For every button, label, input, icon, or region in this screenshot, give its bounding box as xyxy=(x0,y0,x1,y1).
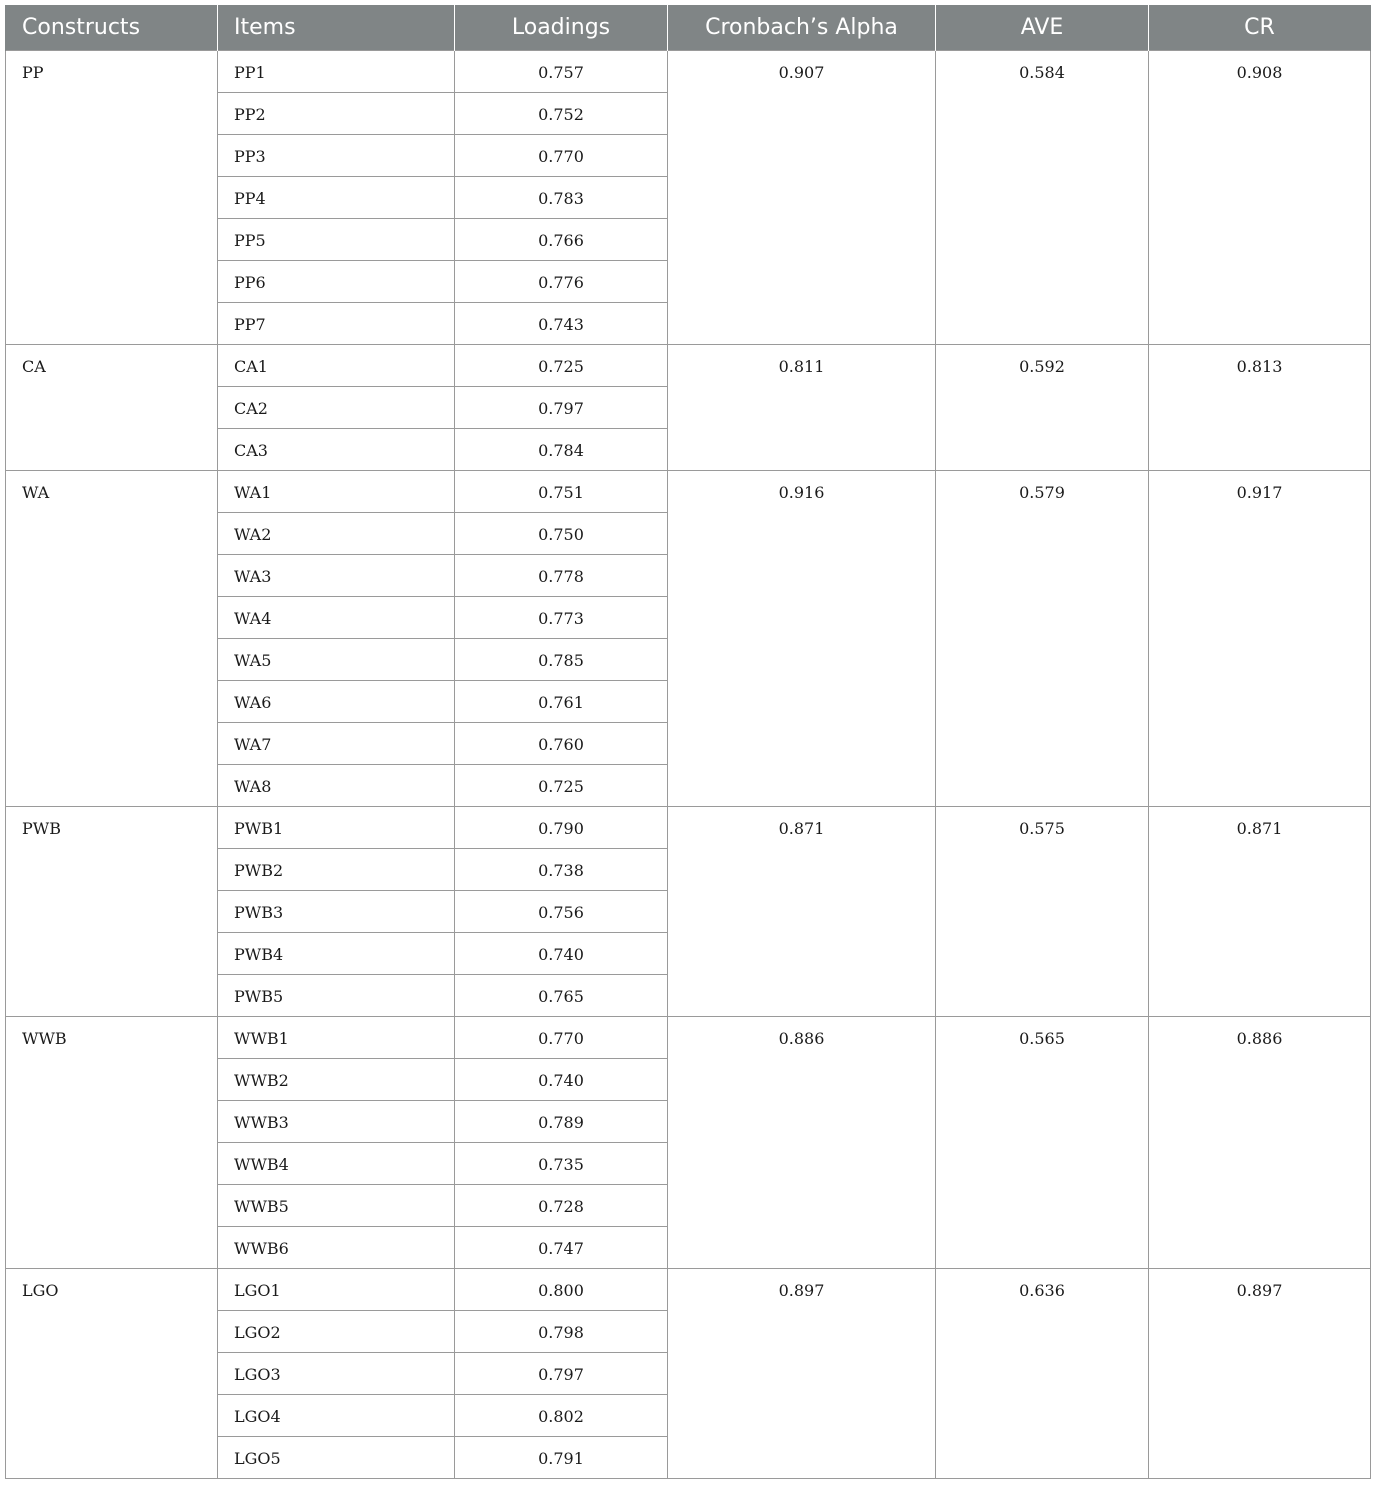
item-cell-text: PWB4 xyxy=(234,945,284,964)
construct-cell xyxy=(6,51,218,345)
table-row xyxy=(6,1017,1371,1059)
construct-cell xyxy=(6,1017,218,1269)
loading-cell-text: 0.802 xyxy=(538,1407,584,1426)
header-ave: AVE xyxy=(936,5,1149,51)
item-cell xyxy=(218,975,455,1017)
header-row xyxy=(6,5,1371,51)
loading-cell-text: 0.728 xyxy=(538,1197,584,1216)
construct-cell xyxy=(6,345,218,471)
item-cell xyxy=(218,1059,455,1101)
item-cell-text: CA1 xyxy=(234,357,268,376)
item-cell xyxy=(218,1017,455,1059)
cr-cell xyxy=(1149,1017,1371,1269)
item-cell xyxy=(218,1311,455,1353)
ave-cell-text: 0.636 xyxy=(1019,1281,1065,1300)
item-cell xyxy=(218,1143,455,1185)
item-cell-text: WA6 xyxy=(234,693,272,712)
loading-cell xyxy=(455,303,668,345)
loading-cell xyxy=(455,135,668,177)
item-cell xyxy=(218,219,455,261)
loading-cell xyxy=(455,1101,668,1143)
item-cell xyxy=(218,639,455,681)
cr-cell-text: 0.917 xyxy=(1236,483,1283,502)
item-cell xyxy=(218,345,455,387)
loading-cell xyxy=(455,765,668,807)
loading-cell-text: 0.738 xyxy=(538,861,584,880)
loading-cell-text: 0.783 xyxy=(538,189,584,208)
item-cell xyxy=(218,1437,455,1479)
loading-cell-text: 0.761 xyxy=(538,693,584,712)
item-cell-text: LGO3 xyxy=(234,1365,281,1384)
construct-cell-text: LGO xyxy=(22,1281,59,1300)
loading-cell xyxy=(455,1311,668,1353)
loading-cell-text: 0.776 xyxy=(538,273,584,292)
loading-cell-text: 0.770 xyxy=(538,1029,584,1048)
ave-cell-text: 0.584 xyxy=(1019,63,1065,82)
item-cell-text: WA5 xyxy=(234,651,272,670)
alpha-cell-text: 0.897 xyxy=(778,1281,825,1300)
alpha-cell-text: 0.871 xyxy=(778,819,825,838)
item-cell-text: PP5 xyxy=(234,231,266,250)
loading-cell-text: 0.770 xyxy=(538,147,584,166)
item-cell-text: PWB3 xyxy=(234,903,284,922)
item-cell-text: WWB1 xyxy=(234,1029,289,1048)
loading-cell xyxy=(455,513,668,555)
alpha-cell xyxy=(668,807,936,1017)
loading-cell xyxy=(455,1185,668,1227)
loading-cell-text: 0.797 xyxy=(538,1365,584,1384)
table-row xyxy=(6,51,1371,93)
item-cell xyxy=(218,807,455,849)
loading-cell-text: 0.750 xyxy=(538,525,584,544)
alpha-cell xyxy=(668,345,936,471)
item-cell xyxy=(218,1353,455,1395)
item-cell-text: LGO1 xyxy=(234,1281,281,1300)
loading-cell xyxy=(455,345,668,387)
header-loadings: Loadings xyxy=(455,5,668,51)
loading-cell-text: 0.747 xyxy=(538,1239,584,1258)
loading-cell-text: 0.751 xyxy=(538,483,584,502)
item-cell xyxy=(218,135,455,177)
loading-cell xyxy=(455,723,668,765)
loading-cell-text: 0.757 xyxy=(538,63,584,82)
alpha-cell xyxy=(668,471,936,807)
loading-cell xyxy=(455,891,668,933)
item-cell-text: PP7 xyxy=(234,315,266,334)
item-cell-text: WWB5 xyxy=(234,1197,289,1216)
ave-cell xyxy=(936,471,1149,807)
item-cell xyxy=(218,387,455,429)
loading-cell-text: 0.800 xyxy=(538,1281,584,1300)
cr-cell-text: 0.813 xyxy=(1236,357,1283,376)
item-cell xyxy=(218,471,455,513)
alpha-cell-text: 0.886 xyxy=(778,1029,825,1048)
loading-cell xyxy=(455,51,668,93)
loading-cell-text: 0.791 xyxy=(538,1449,584,1468)
loading-cell xyxy=(455,1017,668,1059)
construct-cell xyxy=(6,1269,218,1479)
item-cell xyxy=(218,765,455,807)
loading-cell xyxy=(455,597,668,639)
item-cell xyxy=(218,51,455,93)
item-cell-text: WA1 xyxy=(234,483,272,502)
table-row xyxy=(6,807,1371,849)
loading-cell xyxy=(455,1437,668,1479)
loading-cell-text: 0.740 xyxy=(538,945,584,964)
loading-cell xyxy=(455,1353,668,1395)
header-constructs: Constructs xyxy=(6,5,218,51)
loading-cell-text: 0.740 xyxy=(538,1071,584,1090)
item-cell-text: PP1 xyxy=(234,63,266,82)
item-cell-text: CA3 xyxy=(234,441,268,460)
item-cell-text: LGO2 xyxy=(234,1323,281,1342)
loading-cell xyxy=(455,1395,668,1437)
loading-cell xyxy=(455,1269,668,1311)
construct-cell xyxy=(6,807,218,1017)
item-cell xyxy=(218,1101,455,1143)
alpha-cell-text: 0.811 xyxy=(778,357,825,376)
header-items: Items xyxy=(218,5,455,51)
table-row xyxy=(6,471,1371,513)
cr-cell xyxy=(1149,471,1371,807)
item-cell xyxy=(218,1227,455,1269)
item-cell-text: WA3 xyxy=(234,567,272,586)
loading-cell-text: 0.784 xyxy=(538,441,584,460)
loading-cell xyxy=(455,177,668,219)
loading-cell-text: 0.760 xyxy=(538,735,584,754)
item-cell xyxy=(218,177,455,219)
item-cell-text: WWB6 xyxy=(234,1239,289,1258)
loading-cell xyxy=(455,261,668,303)
loading-cell-text: 0.790 xyxy=(538,819,584,838)
table-header xyxy=(6,5,1371,51)
loading-cell-text: 0.735 xyxy=(538,1155,584,1174)
item-cell xyxy=(218,429,455,471)
construct-cell-text: PP xyxy=(22,63,44,82)
item-cell-text: WA8 xyxy=(234,777,272,796)
item-cell-text: PP2 xyxy=(234,105,266,124)
loading-cell xyxy=(455,387,668,429)
ave-cell xyxy=(936,1269,1149,1479)
loading-cell xyxy=(455,555,668,597)
loading-cell-text: 0.756 xyxy=(538,903,584,922)
item-cell xyxy=(218,891,455,933)
item-cell xyxy=(218,1269,455,1311)
loading-cell xyxy=(455,975,668,1017)
item-cell xyxy=(218,849,455,891)
item-cell-text: LGO5 xyxy=(234,1449,281,1468)
item-cell-text: WWB3 xyxy=(234,1113,289,1132)
loading-cell-text: 0.789 xyxy=(538,1113,584,1132)
ave-cell xyxy=(936,1017,1149,1269)
item-cell-text: WA2 xyxy=(234,525,272,544)
ave-cell xyxy=(936,807,1149,1017)
table-row xyxy=(6,1269,1371,1311)
item-cell-text: WWB4 xyxy=(234,1155,289,1174)
cr-cell-text: 0.897 xyxy=(1236,1281,1283,1300)
item-cell-text: PWB1 xyxy=(234,819,284,838)
item-cell xyxy=(218,597,455,639)
loading-cell-text: 0.798 xyxy=(538,1323,584,1342)
ave-cell-text: 0.592 xyxy=(1019,357,1065,376)
alpha-cell-text: 0.907 xyxy=(778,63,825,82)
loading-cell xyxy=(455,681,668,723)
loading-cell-text: 0.797 xyxy=(538,399,584,418)
item-cell-text: PWB5 xyxy=(234,987,284,1006)
cr-cell-text: 0.908 xyxy=(1236,63,1283,82)
construct-cell xyxy=(6,471,218,807)
construct-cell-text: WA xyxy=(22,483,50,502)
loading-cell-text: 0.778 xyxy=(538,567,584,586)
table-body xyxy=(6,51,1371,1479)
item-cell xyxy=(218,555,455,597)
item-cell xyxy=(218,681,455,723)
construct-cell-text: PWB xyxy=(22,819,61,838)
item-cell xyxy=(218,723,455,765)
alpha-cell-text: 0.916 xyxy=(778,483,825,502)
item-cell-text: WWB2 xyxy=(234,1071,289,1090)
table-container xyxy=(5,5,1370,1479)
ave-cell-text: 0.579 xyxy=(1019,483,1065,502)
ave-cell-text: 0.565 xyxy=(1019,1029,1065,1048)
item-cell xyxy=(218,261,455,303)
loading-cell-text: 0.773 xyxy=(538,609,584,628)
cr-cell-text: 0.871 xyxy=(1236,819,1283,838)
loading-cell-text: 0.752 xyxy=(538,105,584,124)
loading-cell-text: 0.765 xyxy=(538,987,584,1006)
item-cell-text: PWB2 xyxy=(234,861,284,880)
loading-cell xyxy=(455,849,668,891)
item-cell xyxy=(218,1395,455,1437)
item-cell xyxy=(218,1185,455,1227)
cr-cell-text: 0.886 xyxy=(1236,1029,1283,1048)
alpha-cell xyxy=(668,1017,936,1269)
item-cell-text: WA7 xyxy=(234,735,272,754)
header-cr: CR xyxy=(1149,5,1371,51)
construct-cell-text: WWB xyxy=(22,1029,67,1048)
reliability-table xyxy=(5,5,1371,1479)
loading-cell xyxy=(455,1227,668,1269)
item-cell-text: LGO4 xyxy=(234,1407,281,1426)
cr-cell xyxy=(1149,807,1371,1017)
item-cell-text: PP4 xyxy=(234,189,266,208)
loading-cell-text: 0.725 xyxy=(538,357,584,376)
loading-cell xyxy=(455,93,668,135)
loading-cell-text: 0.766 xyxy=(538,231,584,250)
loading-cell-text: 0.785 xyxy=(538,651,584,670)
item-cell-text: CA2 xyxy=(234,399,268,418)
item-cell-text: PP3 xyxy=(234,147,266,166)
loading-cell-text: 0.725 xyxy=(538,777,584,796)
loading-cell xyxy=(455,933,668,975)
loading-cell xyxy=(455,639,668,681)
item-cell xyxy=(218,303,455,345)
loading-cell xyxy=(455,429,668,471)
ave-cell xyxy=(936,51,1149,345)
loading-cell xyxy=(455,1143,668,1185)
item-cell xyxy=(218,93,455,135)
ave-cell xyxy=(936,345,1149,471)
loading-cell xyxy=(455,471,668,513)
alpha-cell xyxy=(668,51,936,345)
item-cell-text: WA4 xyxy=(234,609,272,628)
loading-cell xyxy=(455,219,668,261)
item-cell xyxy=(218,513,455,555)
loading-cell xyxy=(455,807,668,849)
cr-cell xyxy=(1149,1269,1371,1479)
table-row xyxy=(6,345,1371,387)
alpha-cell xyxy=(668,1269,936,1479)
item-cell xyxy=(218,933,455,975)
item-cell-text: PP6 xyxy=(234,273,266,292)
loading-cell-text: 0.743 xyxy=(538,315,584,334)
ave-cell-text: 0.575 xyxy=(1019,819,1065,838)
cr-cell xyxy=(1149,51,1371,345)
loading-cell xyxy=(455,1059,668,1101)
construct-cell-text: CA xyxy=(22,357,46,376)
cr-cell xyxy=(1149,345,1371,471)
header-cronbachs-alpha: Cronbach’s Alpha xyxy=(668,5,936,51)
